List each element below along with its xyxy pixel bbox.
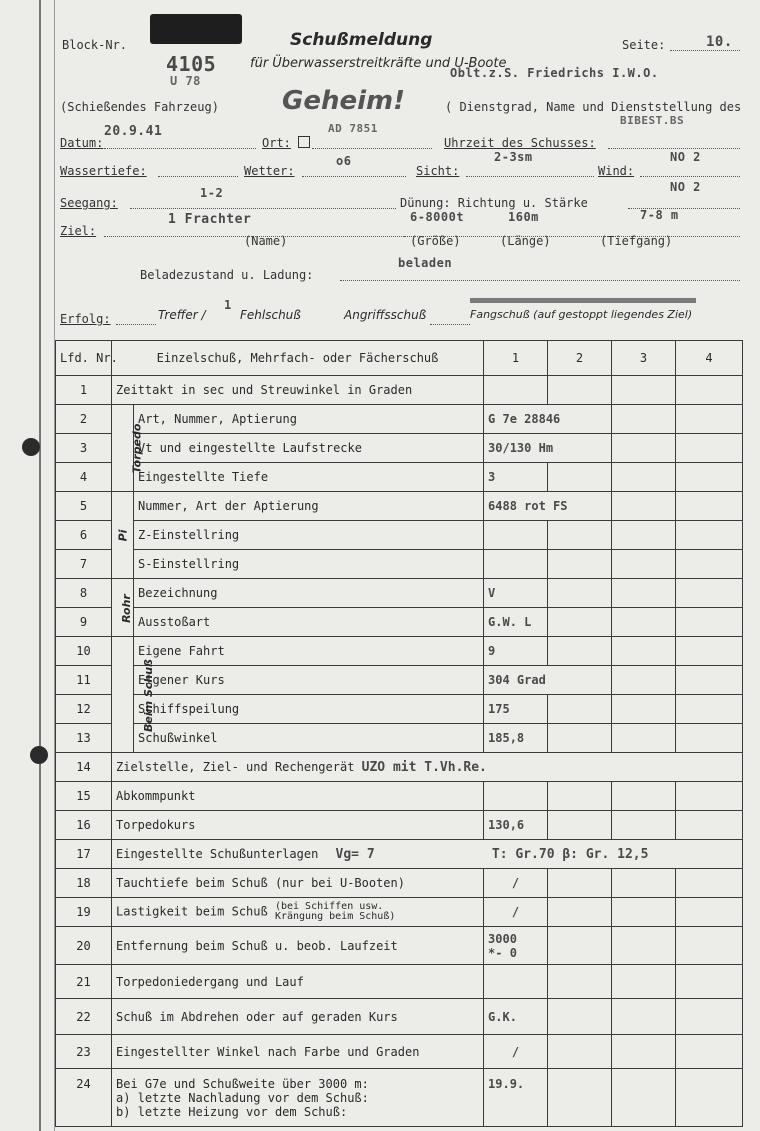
head-col-3: 3: [612, 341, 676, 376]
row-label: Nummer, Art der Aptierung: [134, 492, 484, 521]
row-nr: 22: [56, 999, 112, 1035]
row-value-3: [612, 550, 676, 579]
row-value-2: [548, 965, 612, 999]
length-value: 160m: [508, 210, 539, 224]
row-label: Abkommpunkt: [112, 782, 484, 811]
row-value-4: [676, 637, 743, 666]
row-value-4: [676, 965, 743, 999]
row-label: Bei G7e und Schußweite über 3000 m:: [116, 1076, 369, 1091]
row-value-3: [612, 724, 676, 753]
row-nr: 14: [56, 753, 112, 782]
officer-caption: ( Dienstgrad, Name und Dienststellung des: [445, 100, 742, 114]
row-label: Torpedokurs: [112, 811, 484, 840]
row-label: Zielstelle, Ziel- und Rechengerät: [116, 759, 355, 774]
head-col-2: 2: [548, 341, 612, 376]
row-label-cell: [112, 898, 484, 927]
row-nr: 16: [56, 811, 112, 840]
row-value-2: [548, 521, 612, 550]
officer-overstrike: BIBEST.BS: [620, 114, 685, 127]
head-col-4: 4: [676, 341, 743, 376]
row-label: Eingestellter Winkel nach Farbe und Graden: [112, 1035, 484, 1069]
block-number: 4105: [166, 52, 217, 76]
time-dots: [608, 148, 740, 149]
weather-label: Wetter:: [244, 164, 295, 178]
row-value-4: [676, 811, 743, 840]
block-label: Block-Nr.: [62, 38, 128, 52]
swell-value: NO 2: [670, 180, 701, 194]
row-value-1: [484, 376, 548, 405]
row-value-1: [484, 965, 548, 999]
head-col-1: 1: [484, 341, 548, 376]
row-value-1: V: [484, 579, 548, 608]
row-nr: 21: [56, 965, 112, 999]
row-nr: 17: [56, 840, 112, 869]
row-nr: 12: [56, 695, 112, 724]
row-value-4: [676, 550, 743, 579]
table-row: [56, 724, 743, 753]
page-value: 10.: [706, 34, 733, 50]
row-nr: 15: [56, 782, 112, 811]
hits-label: Treffer /: [158, 308, 206, 322]
depth-label: Wassertiefe:: [60, 164, 147, 178]
sea-dots: [130, 208, 396, 209]
row-value-3: [612, 405, 676, 434]
row-value-2: [548, 695, 612, 724]
row-label: S-Einstellring: [134, 550, 484, 579]
place-dots: [312, 148, 432, 149]
row-nr: 2: [56, 405, 112, 434]
table-row: [56, 753, 743, 782]
punch-hole-bottom: [30, 746, 48, 764]
row-nr: 8: [56, 579, 112, 608]
row-value-2: [548, 898, 612, 927]
load-label: Beladezustand u. Ladung:: [140, 268, 314, 282]
secret-stamp: Geheim!: [282, 86, 405, 116]
row-label: Bezeichnung: [134, 579, 484, 608]
size-value: 6-8000t: [410, 210, 465, 224]
row-value-4: [676, 666, 743, 695]
row-label-cell: [112, 1069, 484, 1127]
row-value-3: [612, 434, 676, 463]
row-nr: 13: [56, 724, 112, 753]
row-label: Eingestellte Tiefe: [134, 463, 484, 492]
group-rohr-label: Rohr: [119, 593, 133, 623]
row-value-4: [676, 898, 743, 927]
row-label: Art, Nummer, Aptierung: [134, 405, 484, 434]
row-label: Torpedoniedergang und Lauf: [112, 965, 484, 999]
row-value-4: [676, 1035, 743, 1069]
row-label: Zeittakt in sec und Streuwinkel in Graden: [112, 376, 484, 405]
sight-value: 2-3sm: [494, 150, 533, 164]
swell-label: Dünung: Richtung u. Stärke: [400, 196, 588, 210]
row-value-4: [676, 695, 743, 724]
row-value-2: [548, 550, 612, 579]
row-value-4: [676, 463, 743, 492]
row-value-3: [612, 869, 676, 898]
row-label: Z-Einstellring: [134, 521, 484, 550]
table-row: [56, 608, 743, 637]
row-value-3: [612, 782, 676, 811]
table-row: [56, 405, 743, 434]
row-value-2: [548, 463, 612, 492]
table-row: [56, 463, 743, 492]
table-row: [56, 637, 743, 666]
row-value-1: 304 Grad: [484, 666, 612, 695]
row-nr: 9: [56, 608, 112, 637]
table-row: [56, 434, 743, 463]
row-value-4: [676, 999, 743, 1035]
target-label: Ziel:: [60, 224, 97, 238]
shot-table: [55, 340, 743, 1127]
table-row: [56, 666, 743, 695]
page-dots: [670, 50, 740, 51]
row-nr: 1: [56, 376, 112, 405]
strike-through-mark: [470, 298, 696, 303]
row-value-1: 3: [484, 463, 548, 492]
miss-label: Fehlschuß: [240, 308, 301, 322]
row-nr: 5: [56, 492, 112, 521]
row-value-2: [548, 927, 612, 965]
row-value-1: 175: [484, 695, 548, 724]
row-value-3: [612, 521, 676, 550]
row-value-2: [548, 608, 612, 637]
row-nr: 11: [56, 666, 112, 695]
load-dots: [340, 280, 740, 281]
row-value-1: 19.9.: [484, 1069, 548, 1127]
row-label-b: b) letzte Heizung vor dem Schuß:: [116, 1104, 348, 1119]
group-pi: [112, 492, 134, 579]
row-value-2: [548, 782, 612, 811]
shooter-label: (Schießendes Fahrzeug): [60, 100, 219, 114]
row-nr: 10: [56, 637, 112, 666]
table-row: [56, 869, 743, 898]
form-subtitle: für Überwasserstreitkräfte und U-Boote: [250, 56, 507, 71]
row-value-1: G.K.: [484, 999, 548, 1035]
row-value-2: [548, 811, 612, 840]
group-pi-label: Pi: [116, 529, 129, 542]
row-value-1: 6488 rot FS: [484, 492, 612, 521]
row-value-2: [548, 376, 612, 405]
row-value-1: 3000: [488, 931, 517, 946]
group-beim-schuss-label: Beim Schuß: [141, 658, 155, 732]
row-value-4: [676, 608, 743, 637]
row-value-1b: *- 0: [488, 945, 517, 960]
row-value-1: [484, 782, 548, 811]
row-nr: 19: [56, 898, 112, 927]
row-label-with-value: [112, 753, 743, 782]
row-value-4: [676, 492, 743, 521]
row-label: Tauchtiefe beim Schuß (nur bei U-Booten): [112, 869, 484, 898]
row-label: Eingestellte Schußunterlagen: [116, 846, 319, 861]
row-value-3: [612, 376, 676, 405]
row-value-2: [548, 579, 612, 608]
length-caption: (Länge): [500, 234, 551, 248]
row-value-2: [548, 869, 612, 898]
sea-label: Seegang:: [60, 196, 118, 210]
table-row: [56, 927, 743, 965]
row-value-3: [612, 492, 676, 521]
head-title: Einzelschuß, Mehrfach- oder Fächerschuß: [112, 341, 484, 376]
row-value-4: [676, 1069, 743, 1127]
table-row: [56, 1035, 743, 1069]
row-label: Schuß im Abdrehen oder auf geraden Kurs: [112, 999, 484, 1035]
row-label-with-value: [112, 840, 743, 869]
table-row: [56, 782, 743, 811]
row-value-3: [612, 999, 676, 1035]
row-value-3: [612, 898, 676, 927]
row-value-3: [612, 927, 676, 965]
row-value-1: G.W. L: [484, 608, 548, 637]
row-label: Lastigkeit beim Schuß: [116, 904, 268, 919]
time-label: Uhrzeit des Schusses:: [444, 136, 596, 150]
row-value-4: [676, 927, 743, 965]
row-label: Schiffspeilung: [134, 695, 484, 724]
row-value-4: [676, 521, 743, 550]
row-value-3: [612, 695, 676, 724]
row-value-3: [612, 811, 676, 840]
officer-value: Oblt.z.S. Friedrichs I.W.O.: [450, 66, 659, 80]
row-value-4: [676, 724, 743, 753]
row-label: Vt und eingestellte Laufstrecke: [134, 434, 484, 463]
row-value-3: [612, 1069, 676, 1127]
place-label: Ort:: [262, 136, 291, 150]
row-sublabel: (bei Schiffen usw. Krängung beim Schuß): [274, 901, 396, 922]
wind-label: Wind:: [598, 164, 635, 178]
table-row: [56, 1069, 743, 1127]
catch-label: Fangschuß (auf gestoppt liegendes Ziel): [470, 308, 693, 321]
place-box-icon: [298, 136, 310, 148]
table-row: [56, 521, 743, 550]
draught-caption: (Tiefgang): [600, 234, 673, 248]
weather-value: o6: [336, 154, 352, 168]
hits-dots: [116, 324, 156, 325]
sea-value: 1-2: [200, 186, 224, 200]
row-value-1: G 7e 28846: [484, 405, 612, 434]
row-value-4: [676, 782, 743, 811]
table-row: [56, 898, 743, 927]
row-value-1: UZO mit T.Vh.Re.: [361, 759, 487, 775]
table-row: [56, 965, 743, 999]
row-value-3: [612, 1035, 676, 1069]
row-label: Eigene Fahrt: [134, 637, 484, 666]
row-value-2: [548, 1069, 612, 1127]
result-label: Erfolg:: [60, 312, 111, 326]
row-value-3: [612, 608, 676, 637]
row-value-4: [676, 579, 743, 608]
margin-line: [39, 0, 41, 1131]
row-nr: 23: [56, 1035, 112, 1069]
row-label-a: a) letzte Nachladung vor dem Schuß:: [116, 1090, 369, 1105]
row-value-4: [676, 434, 743, 463]
table-row: [56, 811, 743, 840]
table-row: [56, 840, 743, 869]
redaction-box: [150, 14, 242, 44]
table-row: [56, 550, 743, 579]
row-nr: 4: [56, 463, 112, 492]
name-caption: (Name): [244, 234, 288, 248]
form-title: Schußmeldung: [290, 30, 433, 50]
row-value-3: [612, 666, 676, 695]
row-value-1: Vg= 7: [335, 846, 375, 862]
size-caption: (Größe): [410, 234, 461, 248]
row-nr: 3: [56, 434, 112, 463]
depth-dots: [158, 176, 238, 177]
table-row: [56, 579, 743, 608]
date-label: Datum:: [60, 136, 104, 150]
wind-value: NO 2: [670, 150, 701, 164]
row-value-4: [676, 405, 743, 434]
page-label: Seite:: [622, 38, 666, 52]
wind-dots: [640, 176, 740, 177]
draught-value: 7-8 m: [640, 208, 679, 222]
row-nr: 18: [56, 869, 112, 898]
group-torpedo: [112, 405, 144, 492]
attack-label: Angriffsschuß: [344, 308, 427, 322]
target-value: 1 Frachter: [168, 212, 252, 227]
row-value-4: [676, 869, 743, 898]
row-value-3: [612, 463, 676, 492]
row-value-3: [612, 965, 676, 999]
group-torpedo-label: Torpedo: [130, 423, 144, 474]
row-value-1: 30/130 Hm: [484, 434, 612, 463]
head-nr: Lfd. Nr.: [56, 341, 112, 376]
row-value-1: 185,8: [484, 724, 548, 753]
row-nr: 6: [56, 521, 112, 550]
row-value-1: /: [484, 1035, 548, 1069]
table-row: [56, 492, 743, 521]
attack-dots: [430, 324, 470, 325]
sight-dots: [466, 176, 594, 177]
row-value-cell: [484, 927, 548, 965]
sight-label: Sicht:: [416, 164, 460, 178]
row-value-1: 130,6: [484, 811, 548, 840]
date-dots: [104, 148, 256, 149]
miss-count: 1: [224, 298, 232, 312]
row-label: Schußwinkel: [134, 724, 484, 753]
row-label: Eigener Kurs: [134, 666, 484, 695]
row-value-1: 9: [484, 637, 548, 666]
row-value-4: [676, 376, 743, 405]
row-value-2: [548, 1035, 612, 1069]
table-row: [56, 376, 743, 405]
row-label: Ausstoßart: [134, 608, 484, 637]
row-value-2: [548, 999, 612, 1035]
row-nr: 24: [56, 1069, 112, 1127]
row-nr: 7: [56, 550, 112, 579]
table-row: [56, 999, 743, 1035]
row-value-3: [612, 579, 676, 608]
weather-dots: [302, 176, 406, 177]
group-beim-schuss: [112, 637, 155, 753]
row-value-2: [548, 724, 612, 753]
row-value-1: [484, 521, 548, 550]
date-value: 20.9.41: [104, 124, 163, 139]
row-extra-value: T: Gr.70 β: Gr. 12,5: [491, 846, 649, 862]
row-value-1: /: [484, 869, 548, 898]
boat-designation: U 78: [170, 74, 201, 88]
ad-number: AD 7851: [328, 122, 378, 135]
row-value-1: /: [484, 898, 548, 927]
row-value-1: [484, 550, 548, 579]
row-value-3: [612, 637, 676, 666]
group-rohr: [112, 579, 134, 637]
load-value: beladen: [398, 256, 453, 270]
row-nr: 20: [56, 927, 112, 965]
table-row: [56, 695, 743, 724]
punch-hole-top: [22, 438, 40, 456]
row-value-2: [548, 637, 612, 666]
row-label: Entfernung beim Schuß u. beob. Laufzeit: [112, 927, 484, 965]
